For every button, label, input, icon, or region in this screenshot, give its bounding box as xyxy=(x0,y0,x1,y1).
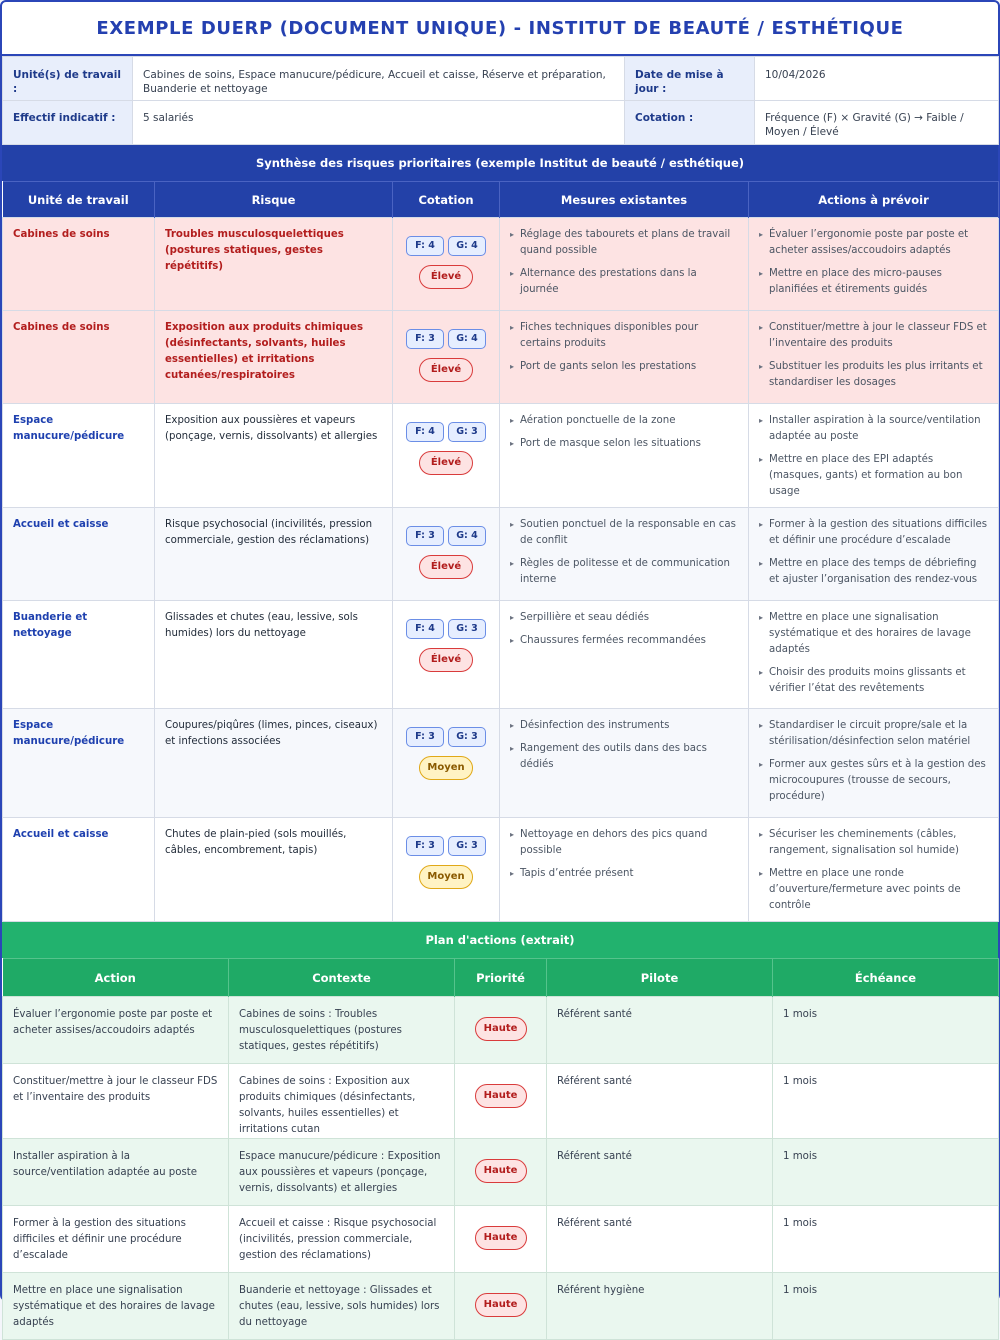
date-label: Date de mise à jour : xyxy=(625,57,755,101)
plan-pilot: Référent santé xyxy=(547,997,773,1064)
measures-cell xyxy=(500,311,749,404)
gravity-badge: G: 4 xyxy=(448,329,486,349)
plan-due: 1 mois xyxy=(773,1139,999,1206)
priority-cell xyxy=(455,1139,547,1206)
gravity-badge: G: 3 xyxy=(448,619,486,639)
measure-item: ▸ Serpillière et seau dédiés xyxy=(510,610,738,626)
gravity-badge: G: 3 xyxy=(448,422,486,442)
risk-header-unit: Unité de travail xyxy=(3,182,155,218)
plan-row xyxy=(3,1139,999,1206)
risk-description: Risque psychosocial (incivilités, pression commerciale, gestion des réclamations) xyxy=(155,508,393,601)
gravity-badge: G: 4 xyxy=(448,526,486,546)
plan-context: Espace manucure/pédicure : Exposition aux poussières et vapeurs (ponçage, vernis, dissolvants) et allergies xyxy=(229,1139,455,1206)
actions-cell xyxy=(749,218,999,311)
action-item: ▸ Choisir des produits moins glissants et vérifier l’état des revêtements xyxy=(759,665,988,697)
action-item: ▸ Mettre en place une signalisation systématique et des horaires de lavage adaptés xyxy=(759,610,988,658)
priority-badge: Haute xyxy=(475,1017,527,1041)
frequency-badge: F: 3 xyxy=(406,329,444,349)
level-badge: Élevé xyxy=(419,451,473,475)
plan-pilot: Référent santé xyxy=(547,1064,773,1139)
level-badge: Élevé xyxy=(419,265,473,289)
level-badge: Élevé xyxy=(419,358,473,382)
level-badge: Moyen xyxy=(419,756,473,780)
level-badge: Moyen xyxy=(419,865,473,889)
rating-cell xyxy=(393,601,500,709)
frequency-badge: F: 3 xyxy=(406,526,444,546)
gravity-badge: G: 3 xyxy=(448,727,486,747)
plan-pilot: Référent santé xyxy=(547,1139,773,1206)
plan-header-context: Contexte xyxy=(229,959,455,997)
measures-cell xyxy=(500,508,749,601)
risk-row xyxy=(3,218,999,311)
plan-header-due: Échéance xyxy=(773,959,999,997)
risk-row xyxy=(3,709,999,818)
actions-cell xyxy=(749,818,999,922)
plan-context: Buanderie et nettoyage : Glissades et chutes (eau, lessive, sols humides) lors du nettoyage xyxy=(229,1273,455,1340)
risk-unit: Cabines de soins xyxy=(3,311,155,404)
plan-context: Cabines de soins : Troubles musculosquelettiques (postures statiques, gestes répétitifs) xyxy=(229,997,455,1064)
plan-header-pilot: Pilote xyxy=(547,959,773,997)
risk-unit: Accueil et caisse xyxy=(3,818,155,922)
plan-context: Cabines de soins : Exposition aux produits chimiques (désinfectants, solvants, huiles essentielles) et irritations cutan xyxy=(229,1064,455,1139)
measure-item: ▸ Tapis d’entrée présent xyxy=(510,866,738,882)
risk-table xyxy=(2,181,999,922)
risk-description: Chutes de plain-pied (sols mouillés, câbles, encombrement, tapis) xyxy=(155,818,393,922)
frequency-badge: F: 4 xyxy=(406,422,444,442)
risk-description: Exposition aux produits chimiques (désinfectants, solvants, huiles essentielles) et irritations cutanées/respiratoires xyxy=(155,311,393,404)
rating-cell xyxy=(393,508,500,601)
measure-item: ▸ Règles de politesse et de communication interne xyxy=(510,556,738,588)
measure-item: ▸ Soutien ponctuel de la responsable en cas de conflit xyxy=(510,517,738,549)
measures-cell xyxy=(500,601,749,709)
priority-badge: Haute xyxy=(475,1084,527,1108)
risk-unit: Cabines de soins xyxy=(3,218,155,311)
measures-cell xyxy=(500,218,749,311)
meta-table xyxy=(2,56,999,145)
action-item: ▸ Installer aspiration à la source/ventilation adaptée au poste xyxy=(759,413,988,445)
frequency-badge: F: 3 xyxy=(406,727,444,747)
plan-row xyxy=(3,997,999,1064)
synthesis-title: Synthèse des risques prioritaires (exemple Institut de beauté / esthétique) xyxy=(2,145,998,181)
plan-context: Accueil et caisse : Risque psychosocial (incivilités, pression commerciale, gestion des réclamations) xyxy=(229,1206,455,1273)
plan-pilot: Référent santé xyxy=(547,1206,773,1273)
actions-cell xyxy=(749,404,999,508)
plan-header-priority: Priorité xyxy=(455,959,547,997)
action-item: ▸ Former aux gestes sûrs et à la gestion des microcoupures (trousse de secours, procédure) xyxy=(759,757,988,805)
plan-row xyxy=(3,1206,999,1273)
rating-cell xyxy=(393,709,500,818)
priority-badge: Haute xyxy=(475,1159,527,1183)
plan-action: Installer aspiration à la source/ventilation adaptée au poste xyxy=(3,1139,229,1206)
priority-cell xyxy=(455,997,547,1064)
plan-row xyxy=(3,1273,999,1340)
priority-badge: Haute xyxy=(475,1293,527,1317)
rating-label: Cotation : xyxy=(625,101,755,145)
plan-pilot: Référent hygiène xyxy=(547,1273,773,1340)
level-badge: Élevé xyxy=(419,555,473,579)
risk-row xyxy=(3,311,999,404)
rating-cell xyxy=(393,404,500,508)
action-item: ▸ Mettre en place des temps de débriefing et ajuster l’organisation des rendez-vous xyxy=(759,556,988,588)
plan-action: Mettre en place une signalisation systématique et des horaires de lavage adaptés xyxy=(3,1273,229,1340)
document-title: EXEMPLE DUERP (DOCUMENT UNIQUE) - INSTITUT DE BEAUTÉ / ESTHÉTIQUE xyxy=(2,2,998,56)
action-item: ▸ Substituer les produits les plus irritants et standardiser les dosages xyxy=(759,359,988,391)
measure-item: ▸ Chaussures fermées recommandées xyxy=(510,633,738,649)
plan-title: Plan d'actions (extrait) xyxy=(2,922,998,958)
frequency-badge: F: 3 xyxy=(406,836,444,856)
date-value: 10/04/2026 xyxy=(755,57,999,101)
measure-item: ▸ Rangement des outils dans des bacs dédiés xyxy=(510,741,738,773)
measure-item: ▸ Alternance des prestations dans la journée xyxy=(510,266,738,298)
measure-item: ▸ Port de masque selon les situations xyxy=(510,436,738,452)
risk-description: Glissades et chutes (eau, lessive, sols humides) lors du nettoyage xyxy=(155,601,393,709)
plan-due: 1 mois xyxy=(773,1064,999,1139)
priority-cell xyxy=(455,1273,547,1340)
measures-cell xyxy=(500,818,749,922)
measure-item: ▸ Nettoyage en dehors des pics quand possible xyxy=(510,827,738,859)
priority-badge: Haute xyxy=(475,1226,527,1250)
action-item: ▸ Standardiser le circuit propre/sale et la stérilisation/désinfection selon matériel xyxy=(759,718,988,750)
risk-header-rating: Cotation xyxy=(393,182,500,218)
risk-unit: Buanderie et nettoyage xyxy=(3,601,155,709)
actions-cell xyxy=(749,709,999,818)
plan-action: Former à la gestion des situations difficiles et définir une procédure d’escalade xyxy=(3,1206,229,1273)
units-label: Unité(s) de travail : xyxy=(3,57,133,101)
plan-row xyxy=(3,1064,999,1139)
risk-description: Troubles musculosquelettiques (postures statiques, gestes répétitifs) xyxy=(155,218,393,311)
risk-description: Exposition aux poussières et vapeurs (ponçage, vernis, dissolvants) et allergies xyxy=(155,404,393,508)
staff-label: Effectif indicatif : xyxy=(3,101,133,145)
risk-row xyxy=(3,404,999,508)
risk-row xyxy=(3,601,999,709)
action-item: ▸ Sécuriser les cheminements (câbles, rangement, signalisation sol humide) xyxy=(759,827,988,859)
rating-cell xyxy=(393,818,500,922)
risk-description: Coupures/piqûres (limes, pinces, ciseaux) et infections associées xyxy=(155,709,393,818)
measure-item: ▸ Fiches techniques disponibles pour certains produits xyxy=(510,320,738,352)
plan-action: Constituer/mettre à jour le classeur FDS et l’inventaire des produits xyxy=(3,1064,229,1139)
rating-value: Fréquence (F) × Gravité (G) → Faible / Moyen / Élevé xyxy=(755,101,999,145)
plan-action: Évaluer l’ergonomie poste par poste et acheter assises/accoudoirs adaptés xyxy=(3,997,229,1064)
action-item: ▸ Mettre en place des micro-pauses planifiées et étirements guidés xyxy=(759,266,988,298)
action-plan-table xyxy=(2,958,999,1340)
gravity-badge: G: 3 xyxy=(448,836,486,856)
risk-unit: Espace manucure/pédicure xyxy=(3,709,155,818)
measure-item: ▸ Port de gants selon les prestations xyxy=(510,359,738,375)
action-item: ▸ Mettre en place des EPI adaptés (masques, gants) et formation au bon usage xyxy=(759,452,988,500)
measure-item: ▸ Aération ponctuelle de la zone xyxy=(510,413,738,429)
level-badge: Élevé xyxy=(419,648,473,672)
measures-cell xyxy=(500,404,749,508)
plan-due: 1 mois xyxy=(773,997,999,1064)
measures-cell xyxy=(500,709,749,818)
staff-value: 5 salariés xyxy=(133,101,625,145)
frequency-badge: F: 4 xyxy=(406,619,444,639)
measure-item: ▸ Réglage des tabourets et plans de travail quand possible xyxy=(510,227,738,259)
risk-row xyxy=(3,818,999,922)
actions-cell xyxy=(749,311,999,404)
risk-row xyxy=(3,508,999,601)
rating-cell xyxy=(393,218,500,311)
units-value: Cabines de soins, Espace manucure/pédicure, Accueil et caisse, Réserve et préparation, Buanderie et nettoyage xyxy=(133,57,625,101)
priority-cell xyxy=(455,1206,547,1273)
plan-due: 1 mois xyxy=(773,1273,999,1340)
action-item: ▸ Constituer/mettre à jour le classeur FDS et l’inventaire des produits xyxy=(759,320,988,352)
rating-cell xyxy=(393,311,500,404)
risk-header-actions: Actions à prévoir xyxy=(749,182,999,218)
plan-due: 1 mois xyxy=(773,1206,999,1273)
plan-header-action: Action xyxy=(3,959,229,997)
risk-unit: Accueil et caisse xyxy=(3,508,155,601)
action-item: ▸ Former à la gestion des situations difficiles et définir une procédure d’escalade xyxy=(759,517,988,549)
risk-header-risk: Risque xyxy=(155,182,393,218)
measure-item: ▸ Désinfection des instruments xyxy=(510,718,738,734)
risk-unit: Espace manucure/pédicure xyxy=(3,404,155,508)
action-item: ▸ Mettre en place une ronde d’ouverture/fermeture avec points de contrôle xyxy=(759,866,988,914)
actions-cell xyxy=(749,601,999,709)
risk-header-measures: Mesures existantes xyxy=(500,182,749,218)
action-item: ▸ Évaluer l’ergonomie poste par poste et acheter assises/accoudoirs adaptés xyxy=(759,227,988,259)
actions-cell xyxy=(749,508,999,601)
gravity-badge: G: 4 xyxy=(448,236,486,256)
priority-cell xyxy=(455,1064,547,1139)
frequency-badge: F: 4 xyxy=(406,236,444,256)
